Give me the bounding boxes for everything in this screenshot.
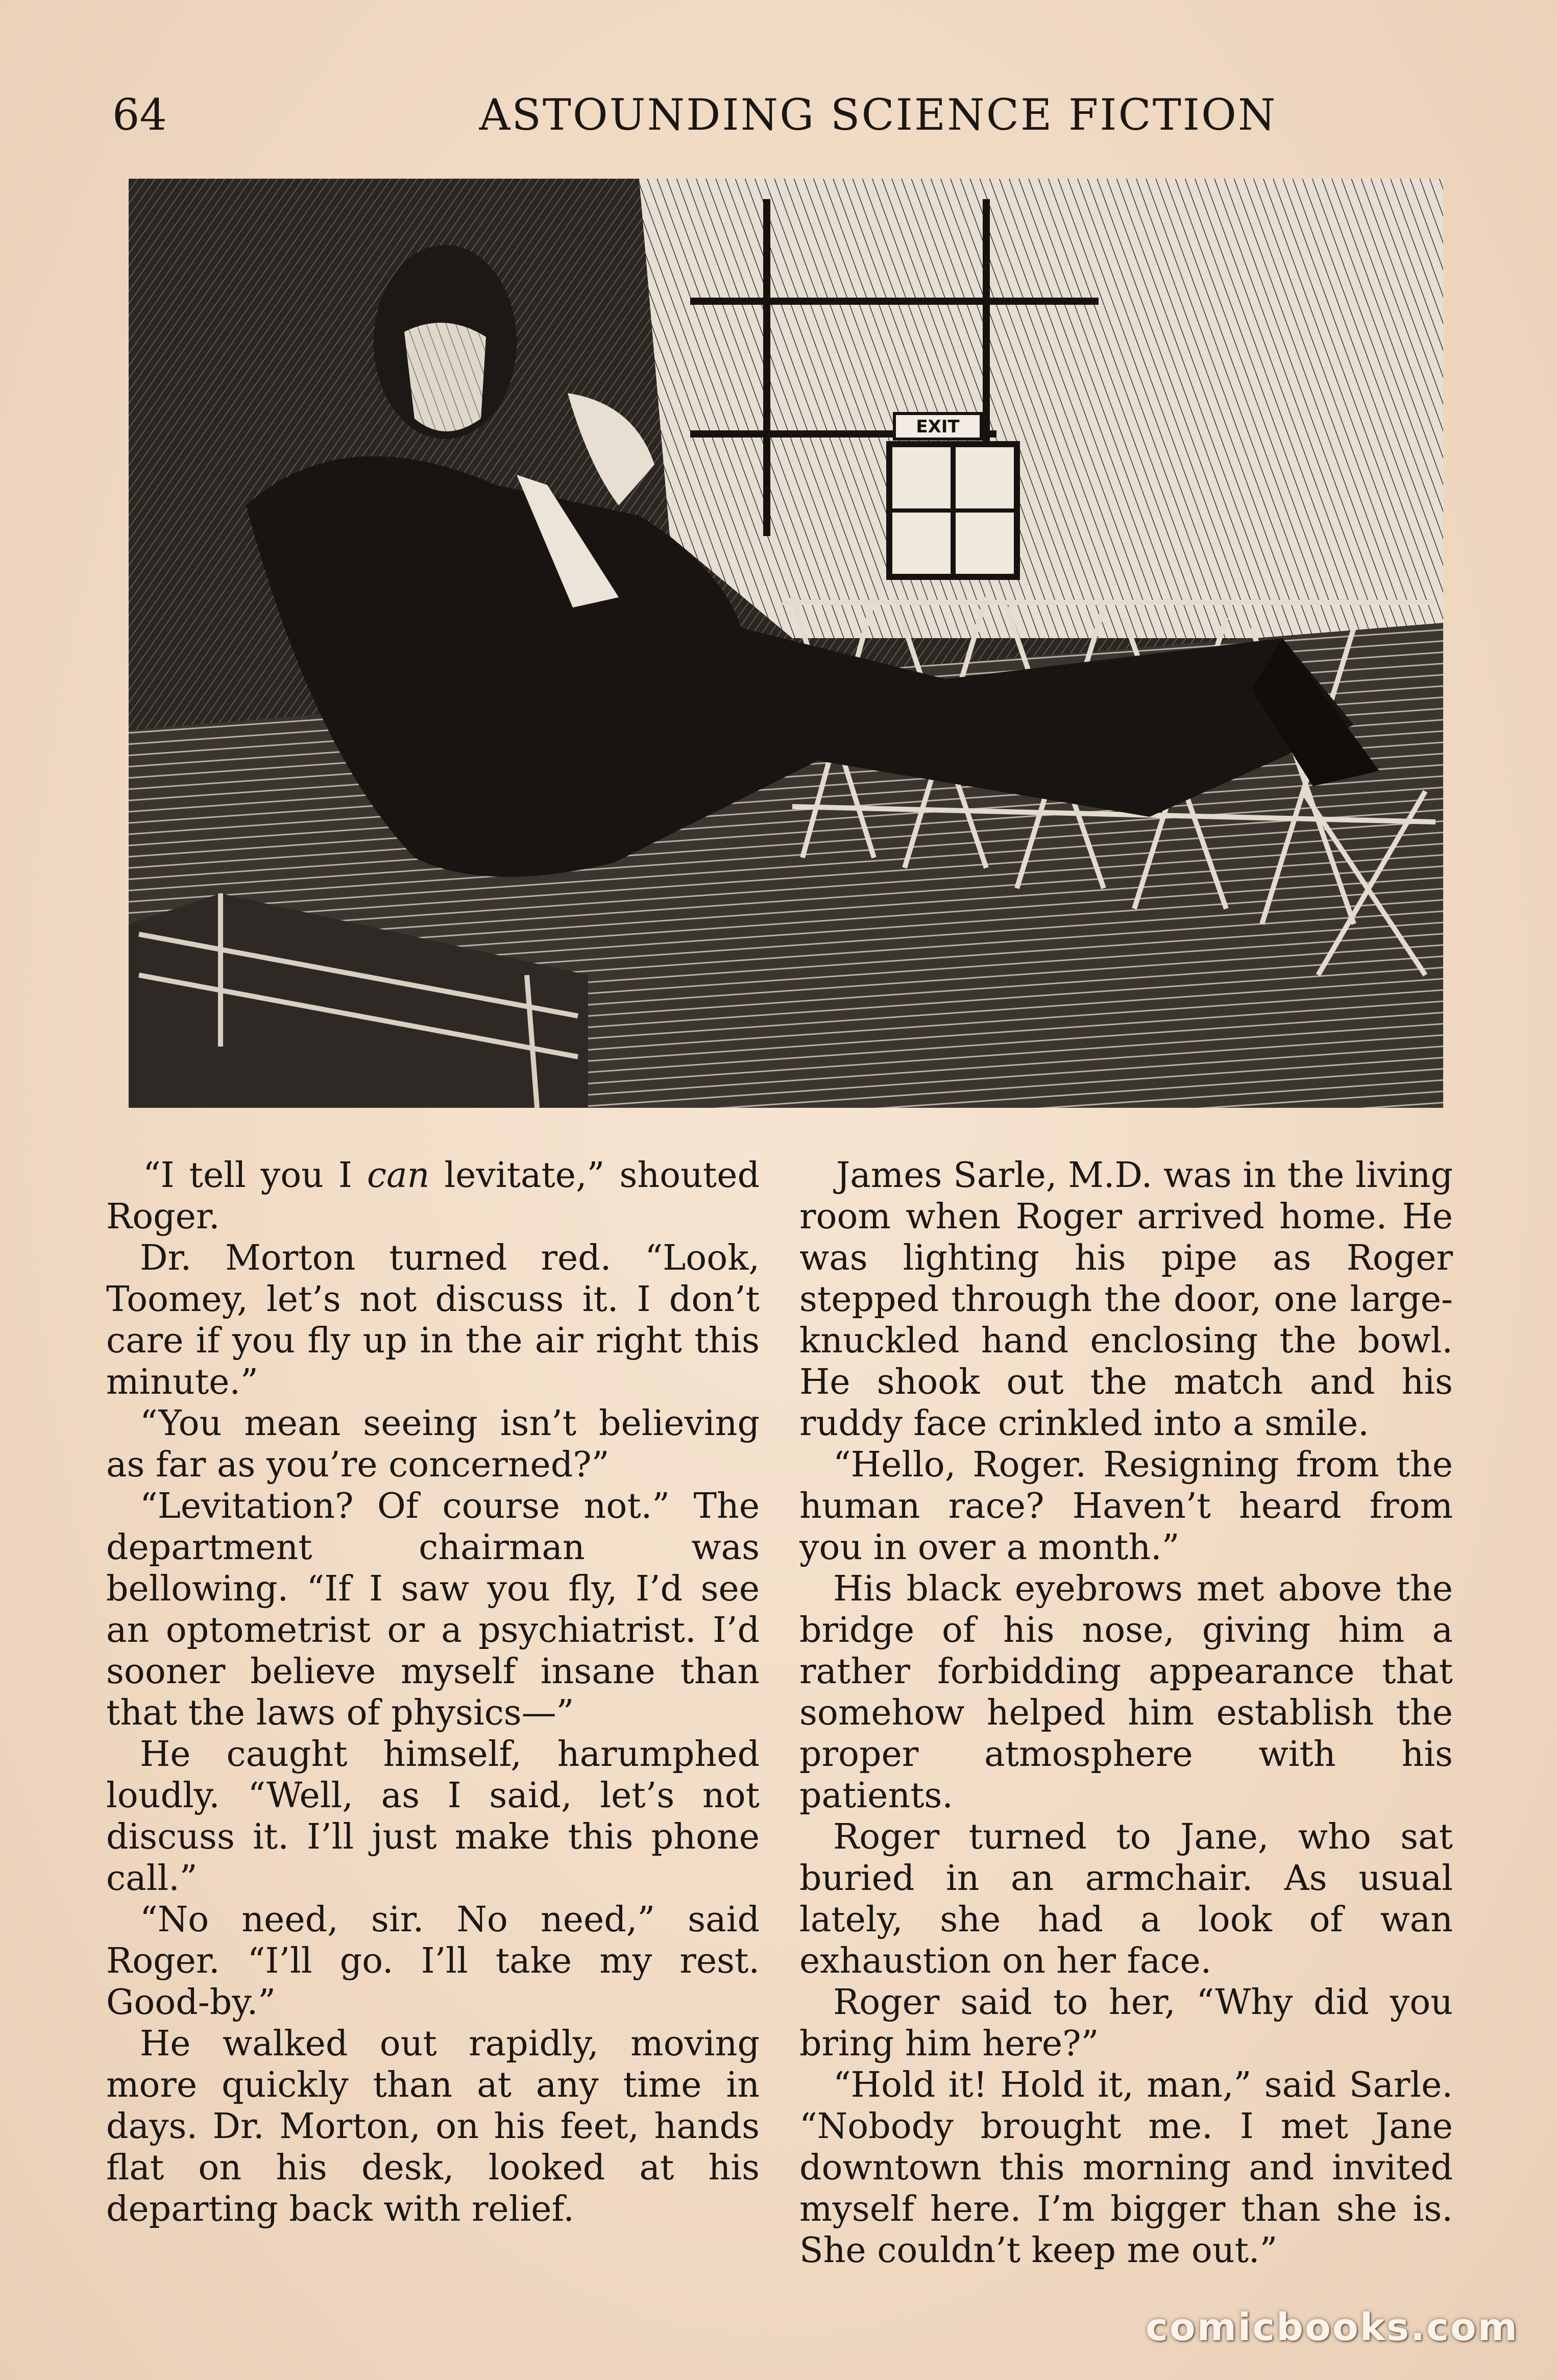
paragraph: He caught himself, harumphed loudly. “Well, as I said, let’s not discuss it. I’ll just make this phone call.” — [106, 1734, 760, 1899]
illustration-drawing — [129, 179, 1443, 1108]
paragraph: His black eyebrows met above the bridge of his nose, giving him a rather forbidding appearance that somehow helped him establish the proper atmosphere with his patients. — [799, 1569, 1453, 1816]
paragraph: “You mean seeing isn’t believing as far as you’re concerned?” — [106, 1403, 760, 1485]
site-watermark: comicbooks.com — [1146, 2305, 1519, 2349]
paragraph: “I tell you I can levitate,” shouted Roger. — [106, 1155, 760, 1237]
paragraph: “Hello, Roger. Resigning from the human race? Haven’t heard from you in over a month.” — [799, 1445, 1453, 1568]
paragraph: “Levitation? Of course not.” The department chairman was bellowing. “If I saw you fly, I’d see an optometrist or a psychiatrist. I’d sooner believe myself insane than that the laws of physics—” — [106, 1486, 760, 1733]
left-text-column — [106, 1155, 760, 2230]
running-title: ASTOUNDING SCIENCE FICTION — [479, 90, 1277, 140]
right-text-column — [799, 1155, 1453, 2271]
page-header — [112, 87, 1450, 143]
story-illustration — [129, 179, 1443, 1108]
paragraph: James Sarle, M.D. was in the living room when Roger arrived home. He was lighting his pipe as Roger stepped through the door, one large-knuckled hand enclosing the bowl. He shook out the match and his ruddy face crinkled into a smile. — [799, 1155, 1453, 1444]
paragraph: Dr. Morton turned red. “Look, Toomey, let’s not discuss it. I don’t care if you fly up in the air right this minute.” — [106, 1238, 760, 1402]
exit-sign-text: EXIT — [916, 417, 960, 437]
emphasized-word: can — [367, 1155, 430, 1196]
paragraph: He walked out rapidly, moving more quickly than at any time in days. Dr. Morton, on his feet, hands flat on his desk, looked at his departing back with relief. — [106, 2024, 760, 2229]
paragraph: Roger said to her, “Why did you bring him here?” — [799, 1982, 1453, 2064]
page-number: 64 — [112, 90, 167, 140]
paragraph: Roger turned to Jane, who sat buried in an armchair. As usual lately, she had a look of wan exhaustion on her face. — [799, 1817, 1453, 1981]
paragraph: “Hold it! Hold it, man,” said Sarle. “Nobody brought me. I met Jane downtown this morning and invited myself here. I’m bigger than she is. She couldn’t keep me out.” — [799, 2065, 1453, 2271]
paragraph: “No need, sir. No need,” said Roger. “I’ll go. I’ll take my rest. Good-by.” — [106, 1900, 760, 2023]
